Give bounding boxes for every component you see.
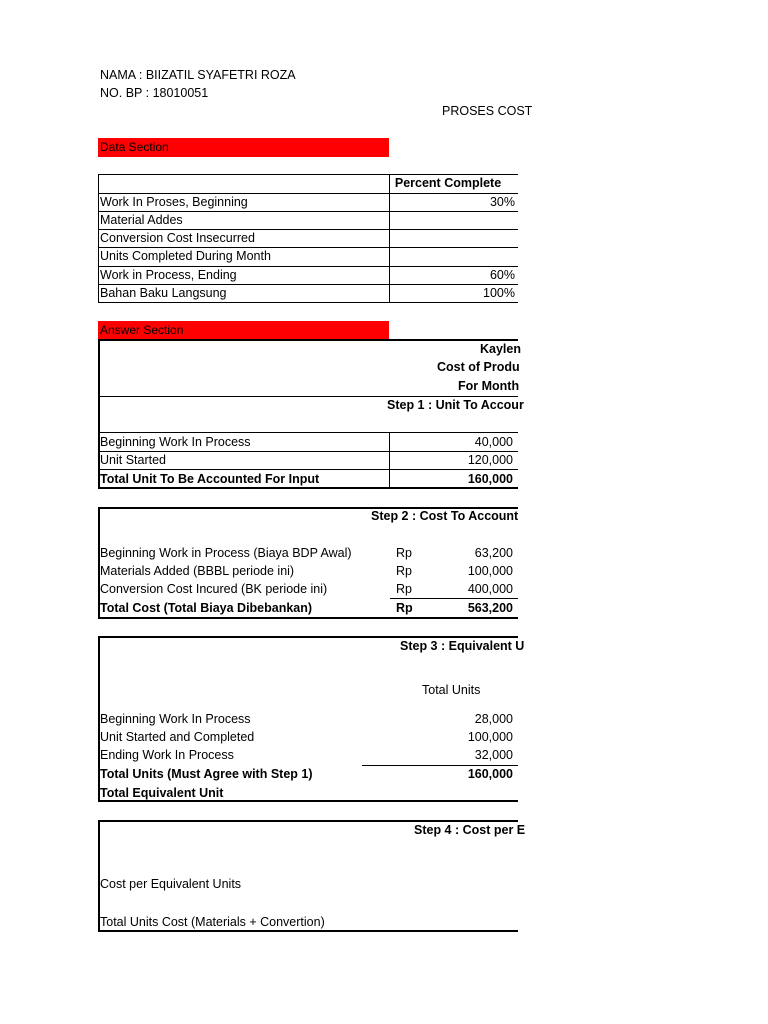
step2-row-label: Conversion Cost Incured (BK periode ini) (100, 582, 328, 596)
data-section-header (98, 138, 389, 157)
data-row-label: Work In Proses, Beginning (100, 195, 248, 209)
data-row-value: 30% (489, 195, 515, 209)
step3-title: Step 3 : Equivalent U (400, 639, 525, 653)
step1-row-value: 160,000 (467, 472, 513, 486)
percent-complete-header: Percent Complete (394, 176, 502, 190)
document-title: PROSES COST (442, 104, 533, 118)
step2-row-value: 400,000 (467, 582, 513, 596)
student-id: NO. BP : 18010051 (100, 86, 209, 100)
step3-row-value: 100,000 (467, 730, 513, 744)
step3-row-label: Total Equivalent Unit (100, 786, 224, 800)
currency-label: Rp (396, 564, 412, 578)
data-section-label: Data Section (100, 140, 169, 154)
currency-label: Rp (396, 601, 413, 615)
step3-row-label: Ending Work In Process (100, 748, 234, 762)
data-row-label: Bahan Baku Langsung (100, 286, 227, 300)
step2-title: Step 2 : Cost To Account (371, 509, 519, 523)
step1-row-value: 40,000 (474, 435, 513, 449)
step2-row-value: 563,200 (467, 601, 513, 615)
data-row-value: 100% (483, 286, 515, 300)
total-units-header: Total Units (422, 683, 481, 697)
report-period: For Month (458, 379, 520, 393)
answer-section-label: Answer Section (100, 323, 184, 337)
step4-title: Step 4 : Cost per E (414, 823, 526, 837)
answer-section-header (98, 321, 389, 340)
step3-row-label: Unit Started and Completed (100, 730, 255, 744)
step2-row-label: Materials Added (BBBL periode ini) (100, 564, 295, 578)
step2-row-value: 63,200 (474, 546, 513, 560)
step1-row-label: Total Unit To Be Accounted For Input (100, 472, 320, 486)
step3-row-label: Total Units (Must Agree with Step 1) (100, 767, 313, 781)
report-title: Cost of Produ (437, 360, 520, 374)
currency-label: Rp (396, 582, 412, 596)
data-row-label: Work in Process, Ending (100, 268, 237, 282)
company-name: Kaylen (480, 342, 521, 356)
step2-row-label: Total Cost (Total Biaya Dibebankan) (100, 601, 313, 615)
step2-row-label: Beginning Work in Process (Biaya BDP Awal) (100, 546, 352, 560)
data-row-label: Conversion Cost Insecurred (100, 231, 255, 245)
step1-row-label: Beginning Work In Process (100, 435, 251, 449)
data-row-value: 60% (489, 268, 515, 282)
step3-row-label: Beginning Work In Process (100, 712, 251, 726)
step4-row-label: Total Units Cost (Materials + Convertion) (100, 915, 325, 929)
data-row-label: Material Addes (100, 213, 183, 227)
data-row-label: Units Completed During Month (100, 249, 271, 263)
currency-label: Rp (396, 546, 412, 560)
student-name: NAMA : BIIZATIL SYAFETRI ROZA (100, 68, 296, 82)
step1-row-label: Unit Started (100, 453, 167, 467)
step3-row-value: 32,000 (474, 748, 513, 762)
step1-row-value: 120,000 (467, 453, 513, 467)
step3-row-value: 28,000 (474, 712, 513, 726)
step3-row-value: 160,000 (467, 767, 513, 781)
step1-title: Step 1 : Unit To Accour (387, 398, 524, 412)
step4-row-label: Cost per Equivalent Units (100, 877, 242, 891)
step2-row-value: 100,000 (467, 564, 513, 578)
